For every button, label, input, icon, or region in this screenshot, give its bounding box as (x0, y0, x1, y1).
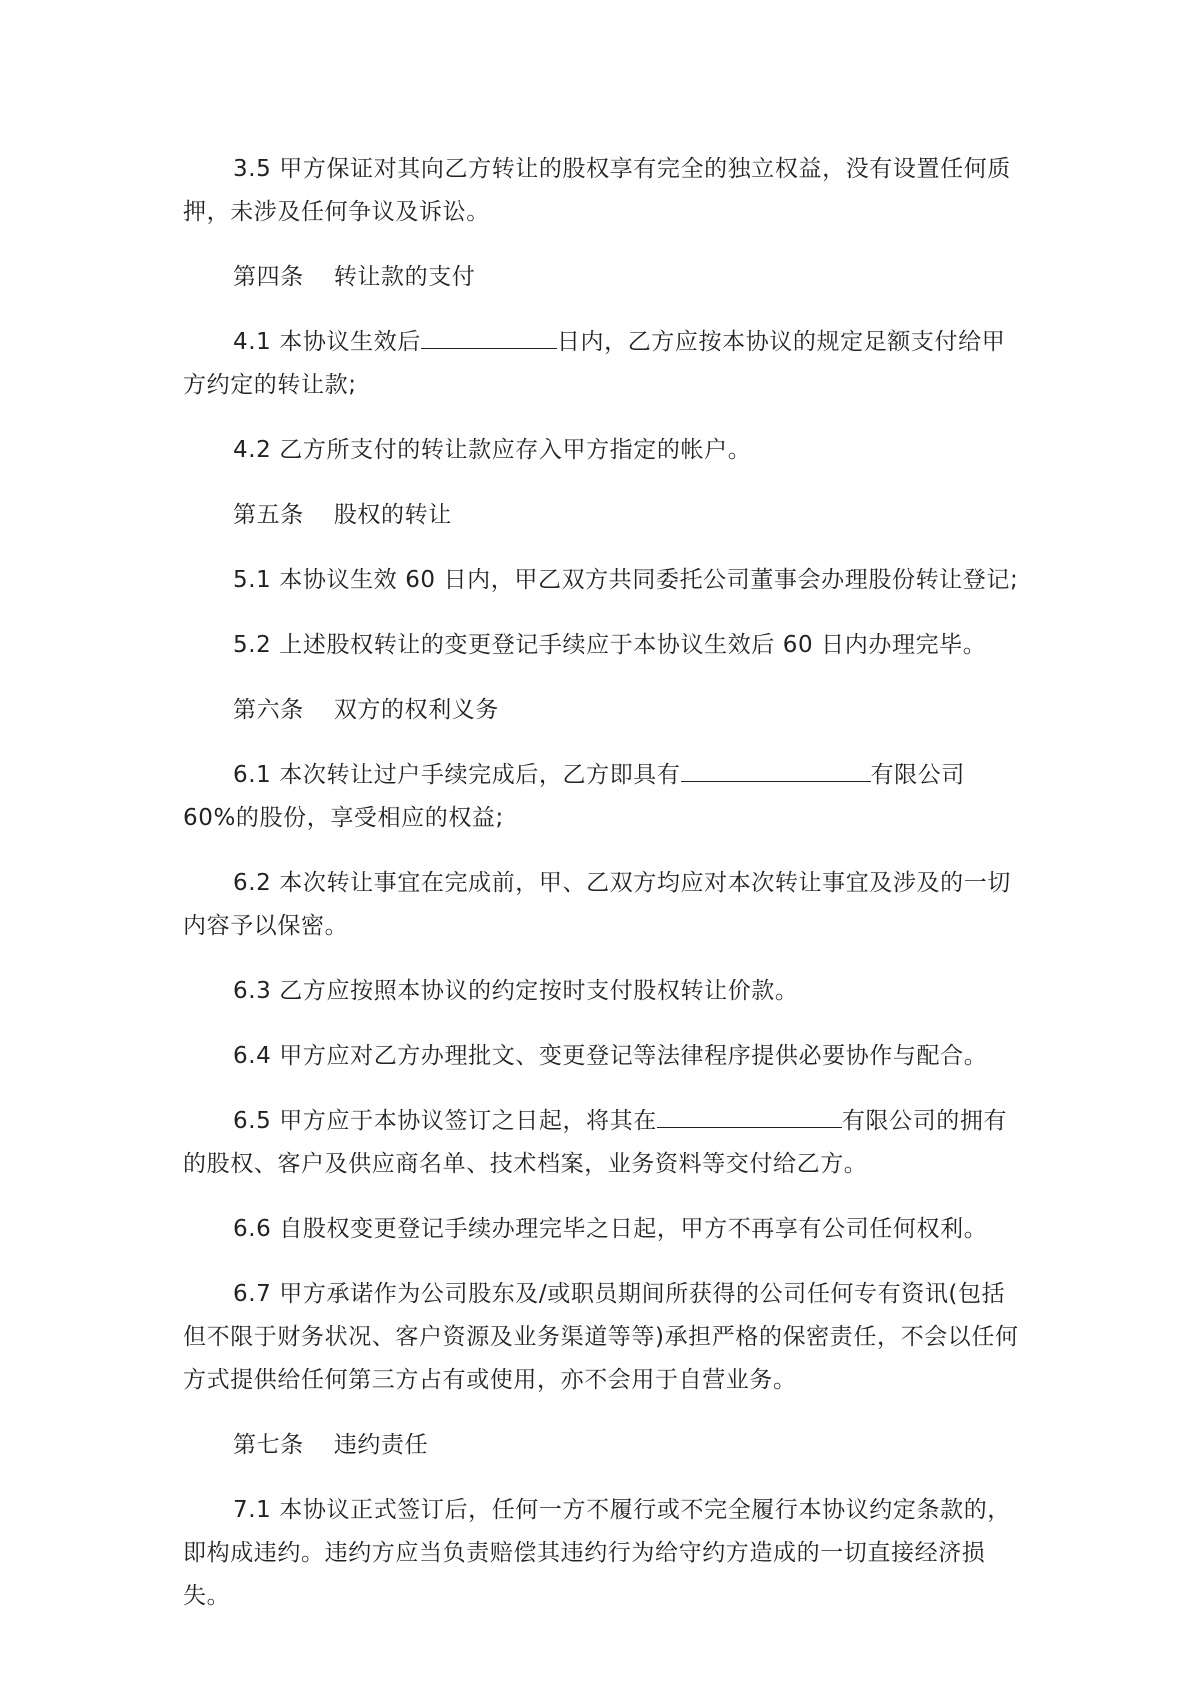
article-5-heading (183, 494, 1023, 537)
clause-4-1-text-after: 日内，乙方应按本协议的规定足额支付给甲方约定的转让款; (183, 329, 1006, 398)
article-4-number: 第四条 (233, 264, 304, 290)
clause-6-6: 6.6 自股权变更登记手续办理完毕之日起，甲方不再享有公司任何权利。 (233, 1216, 988, 1242)
clause-6-1-text-before: 6.1 本次转让过户手续完成后，乙方即具有 (233, 762, 681, 788)
clause-5-1: 5.1 本协议生效 60 日内，甲乙双方共同委托公司董事会办理股份转让登记; (233, 567, 1019, 593)
article-4-title: 转让款的支付 (333, 264, 476, 290)
clause-6-1 (183, 754, 1023, 840)
article-4-heading (183, 256, 1023, 299)
article-7-title: 违约责任 (333, 1432, 429, 1458)
clause-4-1-text-before: 4.1 本协议生效后 (233, 329, 421, 355)
article-7-number: 第七条 (233, 1432, 304, 1458)
clause-7-1: 7.1 本协议正式签订后，任何一方不履行或不完全履行本协议约定条款的，即构成违约。违约方应当负责赔偿其违约行为给守约方造成的一切直接经济损失。 (183, 1497, 1011, 1609)
article-5-title: 股权的转让 (333, 502, 452, 528)
clause-6-1-text-after: 有限公司 60%的股份，享受相应的权益; (183, 762, 965, 831)
article-6-title: 双方的权利义务 (333, 697, 500, 723)
fill-in-blank-company (681, 755, 871, 782)
clause-6-3: 6.3 乙方应按照本协议的约定按时支付股权转让价款。 (233, 978, 799, 1004)
fill-in-blank-days (421, 322, 557, 349)
clause-5-2: 5.2 上述股权转让的变更登记手续应于本协议生效后 60 日内办理完毕。 (233, 632, 987, 658)
article-7-heading (183, 1424, 1023, 1467)
clause-4-2: 4.2 乙方所支付的转让款应存入甲方指定的帐户。 (233, 437, 752, 463)
article-6-heading (183, 689, 1023, 732)
clause-3-5: 3.5 甲方保证对其向乙方转让的股权享有完全的独立权益，没有设置任何质押，未涉及任何争议及诉讼。 (183, 156, 1011, 225)
clause-6-5-text-before: 6.5 甲方应于本协议签订之日起，将其在 (233, 1108, 657, 1134)
clause-6-2: 6.2 本次转让事宜在完成前，甲、乙双方均应对本次转让事宜及涉及的一切内容予以保密。 (183, 870, 1011, 939)
clause-6-5 (183, 1100, 1023, 1186)
article-5-number: 第五条 (233, 502, 304, 528)
fill-in-blank-company-2 (657, 1101, 842, 1128)
clause-6-7: 6.7 甲方承诺作为公司股东及/或职员期间所获得的公司任何专有资讯(包括但不限于财务状况、客户资源及业务渠道等等)承担严格的保密责任，不会以任何方式提供给任何第三方占有或使用，亦不会用于自营业务。 (183, 1281, 1019, 1393)
document-body (183, 148, 1023, 1640)
clause-4-1 (183, 321, 1023, 407)
article-6-number: 第六条 (233, 697, 304, 723)
clause-6-5-text-after: 有限公司的拥有的股权、客户及供应商名单、技术档案，业务资料等交付给乙方。 (183, 1108, 1008, 1177)
clause-6-4: 6.4 甲方应对乙方办理批文、变更登记等法律程序提供必要协作与配合。 (233, 1043, 988, 1069)
